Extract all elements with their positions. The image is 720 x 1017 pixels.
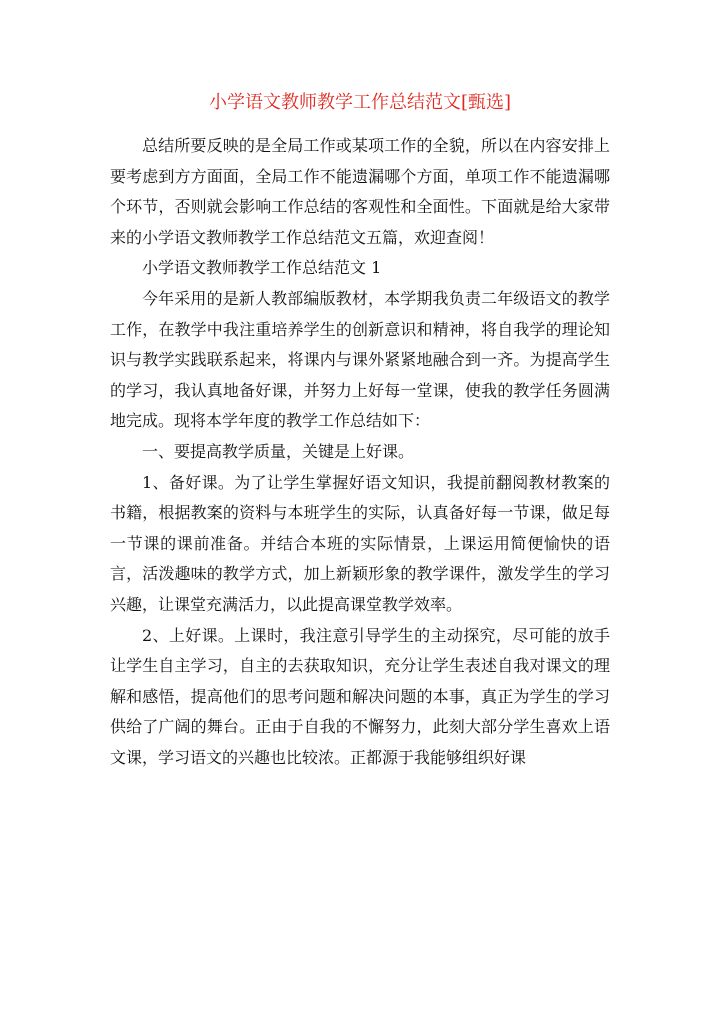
section-title: 小学语文教师教学工作总结范文 1 [142,258,382,278]
point-1-paragraph: 1、备好课。为了让学生掌握好语文知识，我提前翻阅教材教案的书籍，根据教案的资料与本班学生的实际，认真备好每一节课，做足每一节课的课前准备。并结合本班的实际情景，上课运用简便愉快的语言，活泼趣味的教学方式，加上新颖形象的教学课件，激发学生的学习兴趣，让课堂充满活力，以此提高课堂教学效率。 [110,472,610,614]
document-title: 小学语文教师教学工作总结范文[甄选] [208,92,512,113]
intro-paragraph: 总结所要反映的是全局工作或某项工作的全貌，所以在内容安排上要考虑到方方面面，全局工作不能遗漏哪个方面，单项工作不能遗漏哪个环节，否则就会影响工作总结的客观性和全面性。下面就是给大家带来的小学语文教师教学工作总结范文五篇，欢迎查阅！ [110,136,610,247]
point-2-paragraph: 2、上好课。上课时，我注意引导学生的主动探究，尽可能的放手让学生自主学习，自主的去获取知识，充分让学生表述自我对课文的理解和感悟，提高他们的思考问题和解决问题的本事，真正为学生的学习供给了广阔的舞台。正由于自我的不懈努力，此刻大部分学生喜欢上语文课，学习语文的兴趣也比较浓。正都源于我能够组织好课 [110,625,610,767]
body-paragraph-1: 今年采用的是新人教部编版教材，本学期我负责二年级语文的教学工作，在教学中我注重培养学生的创新意识和精神，将自我学的理论知识与教学实践联系起来，将课内与课外紧紧地融合到一齐。为提高学生的学习，我认真地备好课，并努力上好每一堂课，使我的教学任务圆满地完成。现将本学年度的教学工作总结如下： [110,288,610,431]
point-heading: 一、要提高教学质量，关键是上好课。 [142,441,415,461]
document-body [110,131,610,773]
